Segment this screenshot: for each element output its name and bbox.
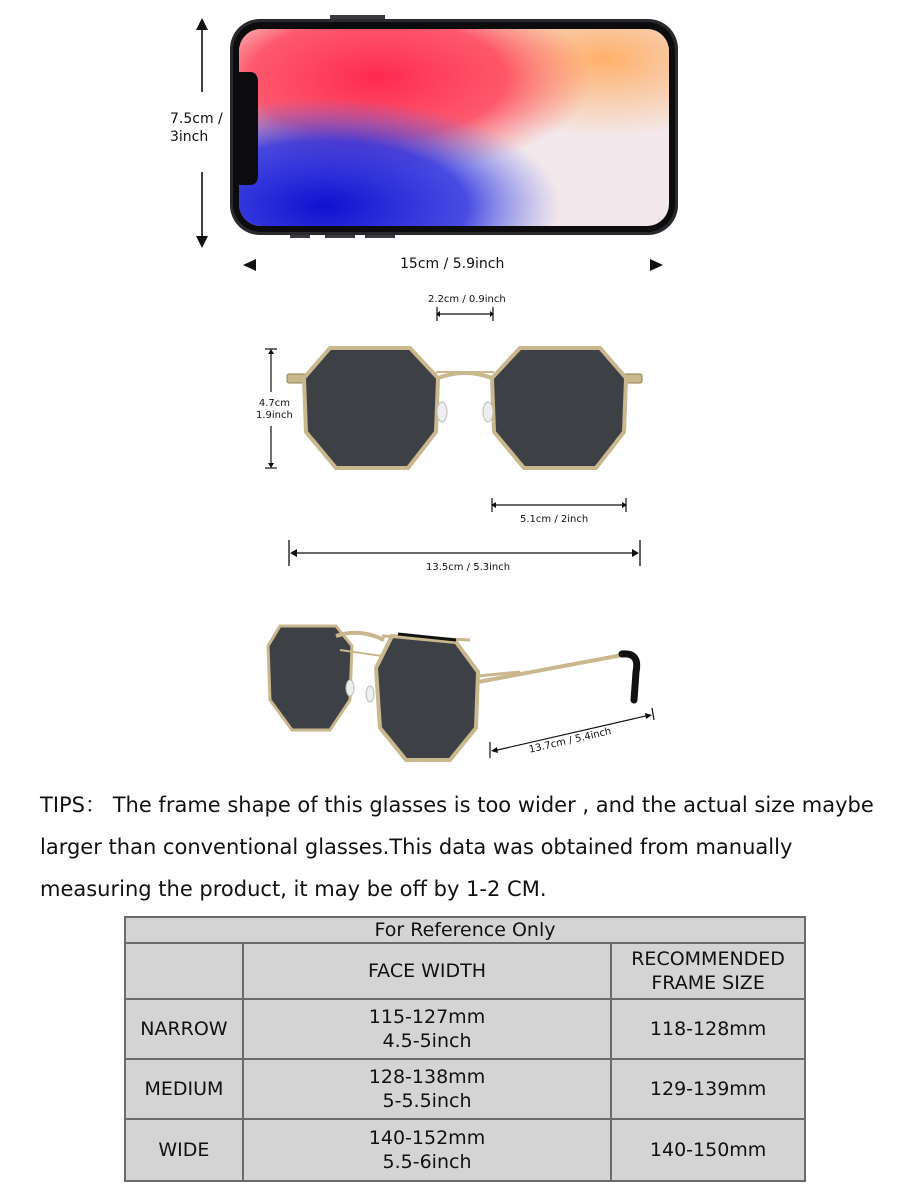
left-lens — [304, 348, 438, 468]
size-reference-table — [124, 916, 806, 1182]
bridge-dim-arrow — [437, 307, 493, 321]
glasses-front-illustration — [0, 280, 900, 580]
temple-length-label: 13.7cm / 5.4inch — [528, 726, 613, 756]
total-width-label: 13.5cm / 5.3inch — [426, 562, 511, 573]
phone-height-label: 7.5cm / 3inch — [170, 111, 223, 145]
front-lens — [376, 636, 478, 760]
right-lens — [492, 348, 626, 468]
frame-size-cell: 140-150mm — [611, 1119, 805, 1181]
back-lens — [268, 626, 352, 730]
table-row — [125, 999, 805, 1059]
bridge — [438, 373, 492, 378]
temple-length-dim-arrow — [490, 708, 654, 758]
table-header-face-width: FACE WIDTH — [243, 943, 611, 999]
tips-line: larger than conventional glasses.This data was obtained from manually — [40, 835, 793, 859]
row-label: WIDE — [125, 1119, 243, 1181]
tips-line: TIPS： The frame shape of this glasses is too wider , and the actual size maybe — [40, 793, 874, 817]
tips-line: measuring the product, it may be off by 1-2 CM. — [40, 877, 547, 901]
tips-text — [40, 784, 900, 910]
phone-illustration — [0, 0, 900, 250]
bridge-width-label: 2.2cm / 0.9inch — [428, 294, 506, 305]
face-width-cell: 115-127mm 4.5-5inch — [243, 999, 611, 1059]
glasses-side-illustration — [0, 600, 900, 780]
lens-width-dim-arrow — [492, 498, 626, 512]
frame-size-cell: 118-128mm — [611, 999, 805, 1059]
frame-size-cell: 129-139mm — [611, 1059, 805, 1119]
lens-width-label: 5.1cm / 2inch — [520, 514, 589, 525]
table-header-empty — [125, 943, 243, 999]
table-caption: For Reference Only — [125, 917, 805, 943]
lens-height-label: 4.7cm 1.9inch — [256, 398, 293, 421]
face-width-cell: 128-138mm 5-5.5inch — [243, 1059, 611, 1119]
table-header-frame-size: RECOMMENDED FRAME SIZE — [611, 943, 805, 999]
phone-notch — [239, 72, 258, 185]
row-label: NARROW — [125, 999, 243, 1059]
face-width-cell: 140-152mm 5.5-6inch — [243, 1119, 611, 1181]
phone-width-label: 15cm / 5.9inch — [400, 256, 505, 272]
table-row — [125, 1119, 805, 1181]
row-label: MEDIUM — [125, 1059, 243, 1119]
table-row — [125, 1059, 805, 1119]
